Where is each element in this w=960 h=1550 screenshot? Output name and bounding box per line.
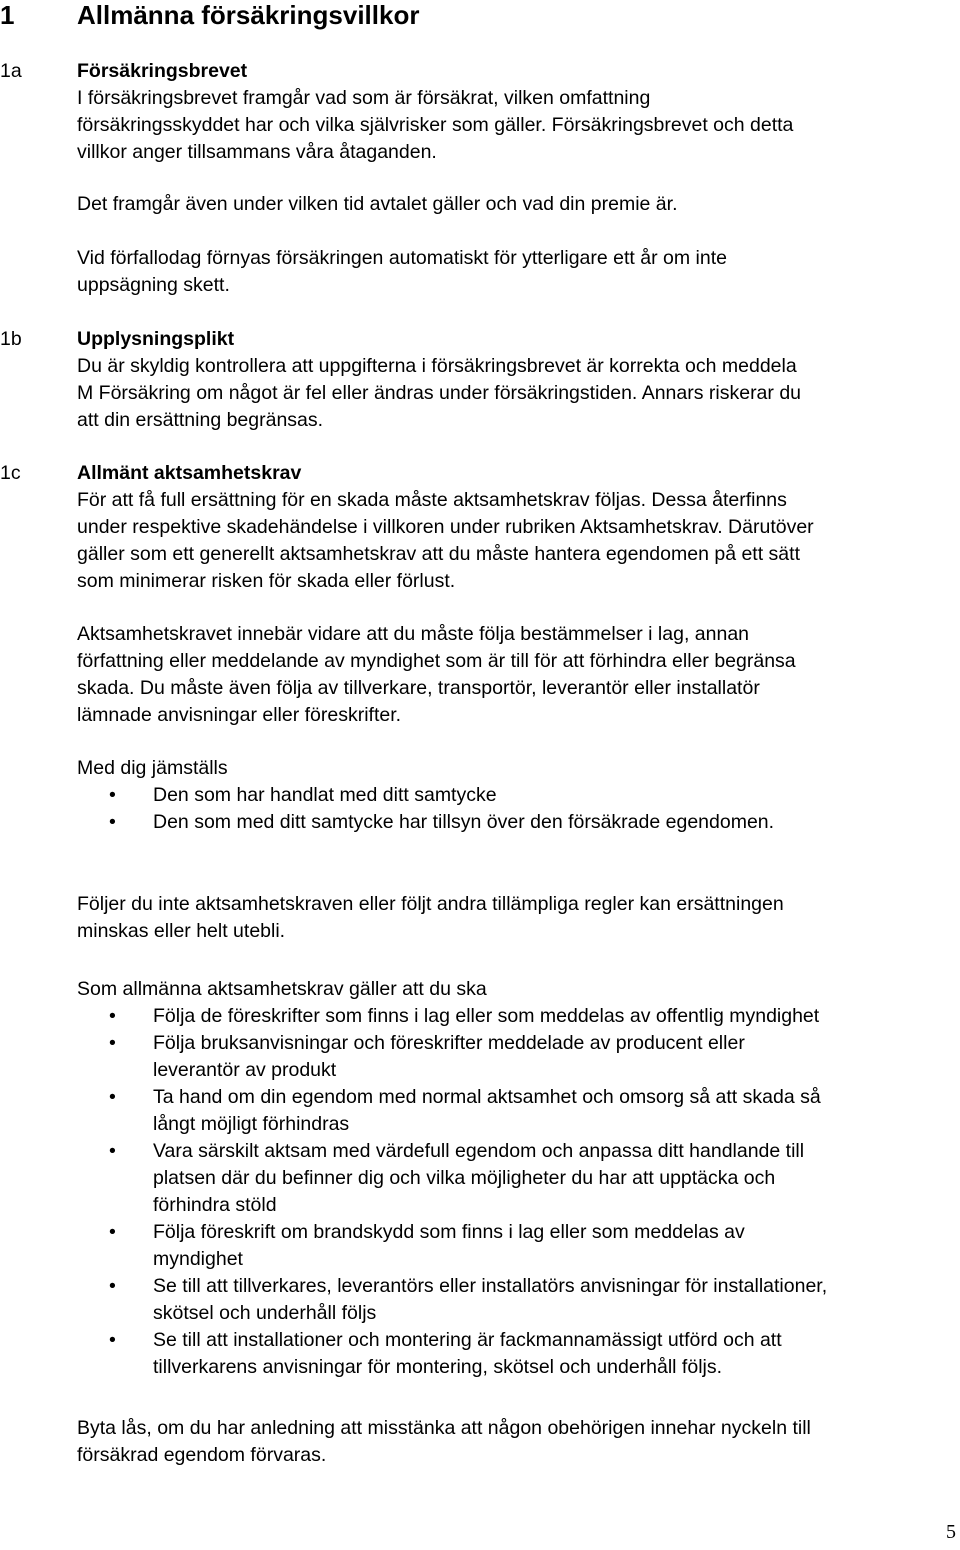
paragraph-line: som minimerar risken för skada eller förlust. <box>77 570 456 592</box>
list-item-text: Följa de föreskrifter som finns i lag eller som meddelas av offentlig myndighet <box>153 1005 820 1027</box>
paragraph-line: lämnade anvisningar eller föreskrifter. <box>77 704 402 726</box>
bullet-icon: • <box>109 811 116 833</box>
paragraph <box>77 1415 960 1469</box>
section-1b <box>77 326 960 434</box>
list-item-text: leverantör av produkt <box>153 1059 337 1081</box>
section-number-1b: 1b <box>0 328 22 350</box>
paragraph-line: minskas eller helt utebli. <box>77 920 286 942</box>
paragraph-line: under respektive skadehändelse i villkoren under rubriken Aktsamhetskrav. Därutöver <box>77 516 814 538</box>
page-number: 5 <box>946 1521 956 1543</box>
section-number-1a: 1a <box>0 60 22 82</box>
bullet-icon: • <box>109 784 116 806</box>
section-1c <box>77 460 960 595</box>
paragraph-line: Följer du inte aktsamhetskraven eller följt andra tillämpliga regler kan ersättningen <box>77 893 784 915</box>
chapter-number: 1 <box>0 0 15 30</box>
list-item-text: Den som har handlat med ditt samtycke <box>153 784 497 806</box>
list-item <box>77 1273 960 1327</box>
paragraph-line: gäller som ett generellt aktsamhetskrav att du måste hantera egendomen på ett sätt <box>77 543 800 565</box>
bullet-list <box>77 1003 960 1381</box>
paragraph <box>77 191 960 218</box>
paragraph-line: att din ersättning begränsas. <box>77 409 324 431</box>
paragraph-line: uppsägning skett. <box>77 274 230 296</box>
paragraph <box>77 976 960 1381</box>
paragraph-line: För att få full ersättning för en skada måste aktsamhetskrav följas. Dessa återfinns <box>77 489 787 511</box>
paragraph-line: Du är skyldig kontrollera att uppgifterna i försäkringsbrevet är korrekta och meddela <box>77 355 797 377</box>
list-item <box>77 1084 960 1138</box>
bullet-icon: • <box>109 1275 116 1297</box>
list-item <box>77 1327 960 1381</box>
paragraph-line: Vid förfallodag förnyas försäkringen automatiskt för ytterligare ett år om inte <box>77 247 727 269</box>
paragraph <box>77 755 960 836</box>
paragraph-line: villkor anger tillsammans våra åtaganden. <box>77 141 437 163</box>
list-item <box>77 1138 960 1219</box>
paragraph-line: Som allmänna aktsamhetskrav gäller att du ska <box>77 978 487 1000</box>
bullet-icon: • <box>109 1329 116 1351</box>
list-item-text: Se till att tillverkares, leverantörs eller installatörs anvisningar för installationer, <box>153 1275 828 1297</box>
list-item <box>77 1003 960 1030</box>
section-heading-1b: Upplysningsplikt <box>77 328 235 350</box>
section-heading-1a: Försäkringsbrevet <box>77 60 248 82</box>
list-item <box>77 1030 960 1084</box>
list-item-text: Ta hand om din egendom med normal aktsamhet och omsorg så att skada så <box>153 1086 821 1108</box>
paragraph <box>77 245 960 299</box>
section-1a <box>77 58 960 166</box>
chapter-title: Allmänna försäkringsvillkor <box>77 0 420 30</box>
list-item-text: Följa bruksanvisningar och föreskrifter meddelade av producent eller <box>153 1032 745 1054</box>
list-item-text: långt möjligt förhindras <box>153 1113 350 1135</box>
bullet-list <box>77 782 960 836</box>
bullet-icon: • <box>109 1032 116 1054</box>
paragraph-line: Det framgår även under vilken tid avtalet gäller och vad din premie är. <box>77 193 678 215</box>
paragraph-line: Aktsamhetskravet innebär vidare att du måste följa bestämmelser i lag, annan <box>77 623 750 645</box>
paragraph-line: författning eller meddelande av myndighet som är till för att förhindra eller begränsa <box>77 650 796 672</box>
bullet-icon: • <box>109 1221 116 1243</box>
list-item-text: förhindra stöld <box>153 1194 277 1216</box>
section-heading-1c: Allmänt aktsamhetskrav <box>77 462 302 484</box>
section-number-1c: 1c <box>0 462 21 484</box>
list-item-text: myndighet <box>153 1248 243 1270</box>
paragraph-line: Byta lås, om du har anledning att misstänka att någon obehörigen innehar nyckeln till <box>77 1417 811 1439</box>
paragraph-line: försäkrad egendom förvaras. <box>77 1444 327 1466</box>
list-item-text: Vara särskilt aktsam med värdefull egendom och anpassa ditt handlande till <box>153 1140 805 1162</box>
list-item <box>77 809 960 836</box>
list-item-text: skötsel och underhåll följs <box>153 1302 377 1324</box>
list-item-text: Följa föreskrift om brandskydd som finns i lag eller som meddelas av <box>153 1221 745 1243</box>
paragraph <box>77 891 960 945</box>
paragraph-line: försäkringsskyddet har och vilka självrisker som gäller. Försäkringsbrevet och detta <box>77 114 794 136</box>
bullet-icon: • <box>109 1086 116 1108</box>
bullet-icon: • <box>109 1140 116 1162</box>
list-item <box>77 1219 960 1273</box>
paragraph-line: I försäkringsbrevet framgår vad som är försäkrat, vilken omfattning <box>77 87 651 109</box>
list-item-text: platsen där du befinner dig och vilka möjligheter du har att upptäcka och <box>153 1167 776 1189</box>
paragraph-line: skada. Du måste även följa av tillverkare, transportör, leverantör eller installatör <box>77 677 760 699</box>
list-item-text: tillverkarens anvisningar för montering, skötsel och underhåll följs. <box>153 1356 723 1378</box>
list-item-text: Se till att installationer och montering är fackmannamässigt utförd och att <box>153 1329 782 1351</box>
bullet-icon: • <box>109 1005 116 1027</box>
paragraph-line: M Försäkring om något är fel eller ändras under försäkringstiden. Annars riskerar du <box>77 382 802 404</box>
paragraph <box>77 621 960 729</box>
list-item-text: Den som med ditt samtycke har tillsyn över den försäkrade egendomen. <box>153 811 775 833</box>
paragraph-line: Med dig jämställs <box>77 757 228 779</box>
list-item <box>77 782 960 809</box>
